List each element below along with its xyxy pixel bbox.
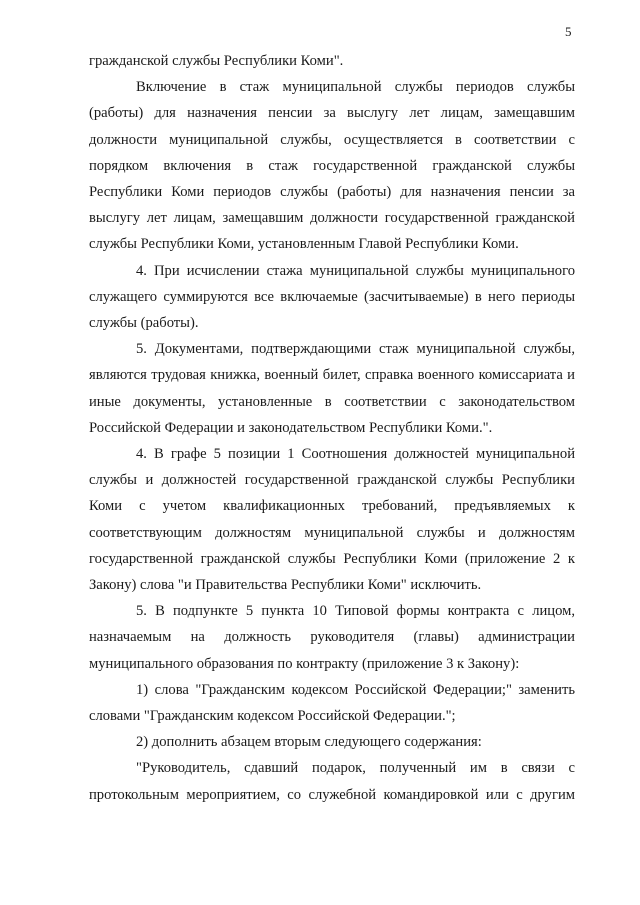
paragraph-amendment-4: 4. В графе 5 позиции 1 Соотношения должностей муниципальной службы и должностей государственной гражданской службы Республики Коми с учетом квалификационных требований, предъявляемых к соответствующим должностям муниципальной службы и должностям государственной гражданской службы Республики Коми (приложение 2 к Закону) слова "и Правительства Республики Коми" исключить. bbox=[89, 446, 575, 594]
paragraph-seniority-inclusion: Включение в стаж муниципальной службы периодов службы (работы) для назначения пенсии за выслугу лет лицам, замещавшим должности муниципальной службы, осуществляется в соответствии с порядком включения в стаж государственной гражданской службы Республики Коми периодов службы (работы) для назначения пенсии за выслугу лет лицам, замещавшим должности государственной гражданской службы Республики Коми, установленным Главой Республики Коми. bbox=[89, 79, 575, 253]
paragraph-subitem-2: 2) дополнить абзацем вторым следующего содержания: bbox=[136, 734, 482, 751]
paragraph-continuation: гражданской службы Республики Коми". bbox=[89, 53, 344, 69]
paragraph-quoted-text: "Руководитель, сдавший подарок, полученный им в связи с протокольным мероприятием, со служебной командировкой или с другим bbox=[89, 760, 575, 803]
paragraph-subitem-1: 1) слова "Гражданским кодексом Российской Федерации;" заменить словами "Гражданским кодексом Российской Федерации."; bbox=[89, 681, 575, 725]
page-number: 5 bbox=[565, 24, 572, 39]
paragraph-item-4-summation: 4. При исчислении стажа муниципальной службы муниципального служащего суммируются все включаемые (засчитываемые) в него периоды службы (работы). bbox=[89, 262, 575, 332]
paragraph-item-5-documents: 5. Документами, подтверждающими стаж муниципальной службы, являются трудовая книжка, военный билет, справка военного комиссариата и иные документы, установленные в соответствии с законодательством Российской Федерации и законодательством Республики Коми.". bbox=[89, 341, 575, 436]
paragraph-amendment-5: 5. В подпункте 5 пункта 10 Типовой формы контракта с лицом, назначаемым на должность руководителя (главы) администрации муниципального образования по контракту (приложение 3 к Закону): bbox=[89, 603, 575, 672]
document-body bbox=[89, 48, 575, 808]
